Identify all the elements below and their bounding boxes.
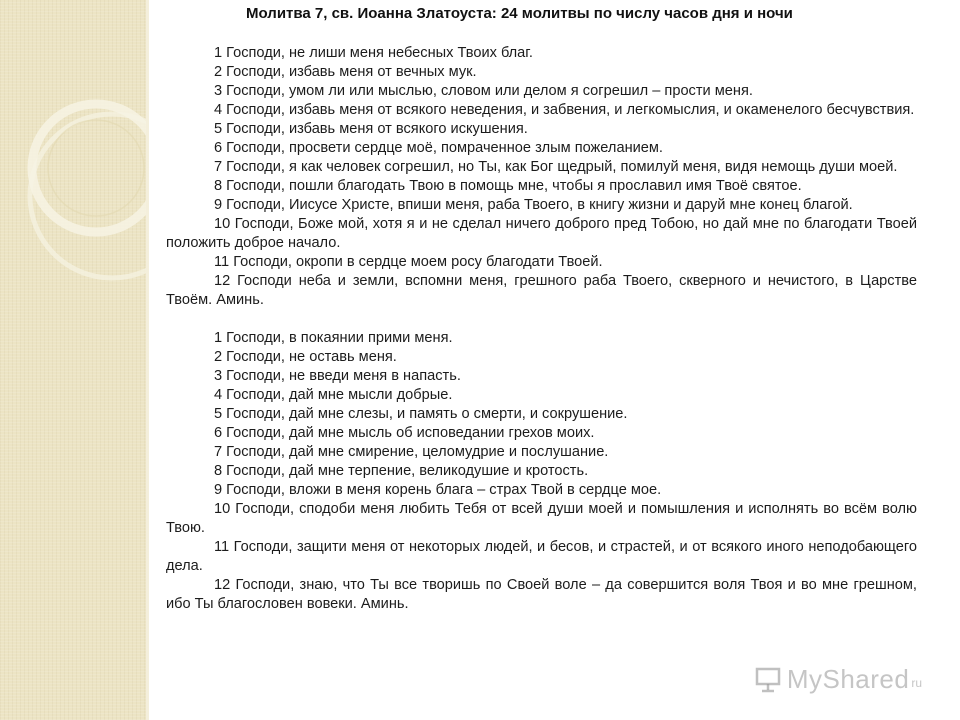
prayer-text	[166, 44, 917, 614]
watermark-suffix: ru	[911, 676, 922, 690]
prayer-line: 4 Господи, избавь меня от всякого неведения, и забвения, и легкомыслия, и окаменелого бесчувствия.	[214, 102, 915, 118]
prayer-line: 6 Господи, просвети сердце моё, помраченное злым пожеланием.	[214, 140, 663, 156]
prayer-line: 8 Господи, дай мне терпение, великодушие и кротость.	[214, 463, 589, 479]
prayer-line: 2 Господи, избавь меня от вечных мук.	[214, 64, 477, 80]
prayer-line: 1 Господи, не лиши меня небесных Твоих благ.	[214, 45, 533, 61]
prayer-line: 3 Господи, не введи меня в напасть.	[214, 368, 461, 384]
section-divider	[166, 310, 917, 329]
prayer-line: 4 Господи, дай мне мысли добрые.	[214, 387, 453, 403]
circle-ornament-icon	[0, 0, 146, 720]
page-title: Молитва 7, св. Иоанна Златоуста: 24 молитвы по числу часов дня и ночи	[246, 5, 793, 22]
prayer-line: 7 Господи, дай мне смирение, целомудрие и послушание.	[214, 444, 609, 460]
prayer-line: 5 Господи, избавь меня от всякого искушения.	[214, 121, 528, 137]
prayer-line: 10 Господи, Боже мой, хотя я и не сделал ничего доброго пред Тобою, но дай мне по благодати Твоей положить доброе начало.	[166, 216, 917, 251]
prayer-line: 11 Господи, окропи в сердце моем росу благодати Твоей.	[214, 254, 603, 270]
prayer-line: 9 Господи, вложи в меня корень блага – страх Твой в сердце мое.	[214, 482, 662, 498]
prayer-line: 3 Господи, умом ли или мыслью, словом или делом я согрешил – прости меня.	[214, 83, 753, 99]
prayer-line: 10 Господи, сподоби меня любить Тебя от всей души моей и помышления и исполнять во всём волю Твою.	[166, 501, 917, 536]
prayer-line: 11 Господи, защити меня от некоторых людей, и бесов, и страстей, и от всякого иного неподобающего дела.	[166, 539, 917, 574]
prayer-line: 12 Господи неба и земли, вспомни меня, грешного раба Твоего, скверного и нечистого, в Царстве Твоём. Аминь.	[166, 273, 917, 308]
watermark-text: MyShared	[786, 663, 910, 694]
decorative-side-panel	[0, 0, 146, 720]
prayer-section-2	[166, 329, 917, 614]
watermark	[753, 664, 922, 694]
prayer-line: 6 Господи, дай мне мысль об исповедании грехов моих.	[214, 425, 595, 441]
prayer-line: 2 Господи, не оставь меня.	[214, 349, 397, 365]
presentation-icon	[753, 664, 783, 694]
prayer-line: 12 Господи, знаю, что Ты все творишь по Своей воле – да совершится воля Твоя и во мне грешном, ибо Ты благословен вовеки. Аминь.	[166, 577, 917, 612]
prayer-line: 1 Господи, в покаянии прими меня.	[214, 330, 453, 346]
prayer-line: 5 Господи, дай мне слезы, и память о смерти, и сокрушение.	[214, 406, 628, 422]
prayer-section-1	[166, 44, 917, 310]
prayer-line: 8 Господи, пошли благодать Твою в помощь мне, чтобы я прославил имя Твоё святое.	[214, 178, 802, 194]
prayer-line: 9 Господи, Иисусе Христе, впиши меня, раба Твоего, в книгу жизни и даруй мне конец благой.	[214, 197, 853, 213]
panel-divider	[146, 0, 149, 720]
prayer-line: 7 Господи, я как человек согрешил, но Ты, как Бог щедрый, помилуй меня, видя немощь души моей.	[214, 159, 898, 175]
